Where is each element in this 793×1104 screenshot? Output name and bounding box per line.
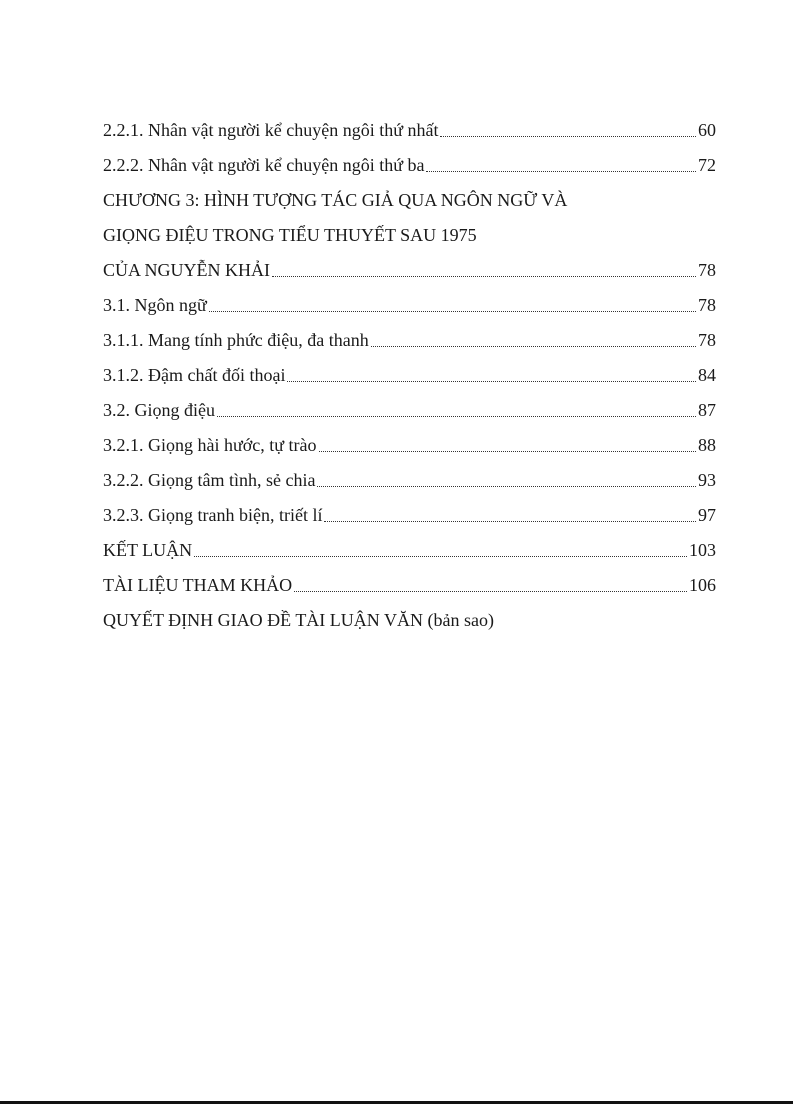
dot-leader xyxy=(440,113,696,148)
toc-entry-3-2 xyxy=(103,393,716,428)
toc-entry-label: GIỌNG ĐIỆU TRONG TIỂU THUYẾT SAU 1975 xyxy=(103,225,477,245)
toc-entry-3-2-2 xyxy=(103,463,716,498)
toc-entry-label: 3.1. Ngôn ngữ xyxy=(103,295,207,315)
toc-chapter-3-line-3 xyxy=(103,253,716,288)
toc-entry-page: 78 xyxy=(698,260,716,280)
toc-entry-3-2-1 xyxy=(103,428,716,463)
toc-entry-page: 78 xyxy=(698,330,716,350)
toc-entry-page: 93 xyxy=(698,470,716,490)
toc-entry-3-2-3 xyxy=(103,498,716,533)
toc-entry-label: QUYẾT ĐỊNH GIAO ĐỀ TÀI LUẬN VĂN (bản sao) xyxy=(103,610,494,630)
toc-entry-label: 3.2.2. Giọng tâm tình, sẻ chia xyxy=(103,470,316,490)
toc-entry-label: 3.2.3. Giọng tranh biện, triết lí xyxy=(103,505,323,525)
table-of-contents xyxy=(103,113,716,638)
toc-entry-label: 2.2.1. Nhân vật người kể chuyện ngôi thứ nhất xyxy=(103,120,439,140)
toc-entry-references xyxy=(103,568,716,603)
toc-entry-label: KẾT LUẬN xyxy=(103,540,193,560)
toc-entry-page: 78 xyxy=(698,295,716,315)
dot-leader xyxy=(294,568,687,603)
dot-leader xyxy=(371,323,696,358)
toc-chapter-3-line-1 xyxy=(103,183,716,218)
dot-leader xyxy=(217,393,696,428)
dot-leader xyxy=(426,148,696,183)
toc-entry-label: CHƯƠNG 3: HÌNH TƯỢNG TÁC GIẢ QUA NGÔN NGỮ VÀ xyxy=(103,190,568,210)
dot-leader xyxy=(319,428,697,463)
dot-leader xyxy=(272,253,696,288)
toc-entry-page: 60 xyxy=(698,120,716,140)
toc-entry-page: 87 xyxy=(698,400,716,420)
toc-entry-page: 88 xyxy=(698,435,716,455)
toc-entry-label: TÀI LIỆU THAM KHẢO xyxy=(103,575,293,595)
toc-entry-page: 106 xyxy=(689,575,716,595)
toc-chapter-3-line-2 xyxy=(103,218,716,253)
dot-leader xyxy=(287,358,696,393)
toc-entry-label: 3.2. Giọng điệu xyxy=(103,400,215,420)
toc-entry-label: 3.1.2. Đậm chất đối thoại xyxy=(103,365,286,385)
toc-entry-label: 3.2.1. Giọng hài hước, tự trào xyxy=(103,435,317,455)
dot-leader xyxy=(317,463,696,498)
toc-entry-3-1 xyxy=(103,288,716,323)
toc-entry-page: 97 xyxy=(698,505,716,525)
toc-entry-page: 72 xyxy=(698,155,716,175)
dot-leader xyxy=(324,498,696,533)
toc-entry-conclusion xyxy=(103,533,716,568)
toc-entry-label: 2.2.2. Nhân vật người kể chuyện ngôi thứ ba xyxy=(103,155,425,175)
dot-leader xyxy=(194,533,687,568)
toc-entry-label: CỦA NGUYỄN KHẢI xyxy=(103,260,270,280)
toc-entry-page: 84 xyxy=(698,365,716,385)
toc-entry-3-1-2 xyxy=(103,358,716,393)
toc-entry-2-2-1 xyxy=(103,113,716,148)
toc-entry-page: 103 xyxy=(689,540,716,560)
dot-leader xyxy=(209,288,696,323)
toc-entry-2-2-2 xyxy=(103,148,716,183)
toc-entry-3-1-1 xyxy=(103,323,716,358)
toc-entry-assignment-decision xyxy=(103,603,716,638)
toc-entry-label: 3.1.1. Mang tính phức điệu, đa thanh xyxy=(103,330,369,350)
